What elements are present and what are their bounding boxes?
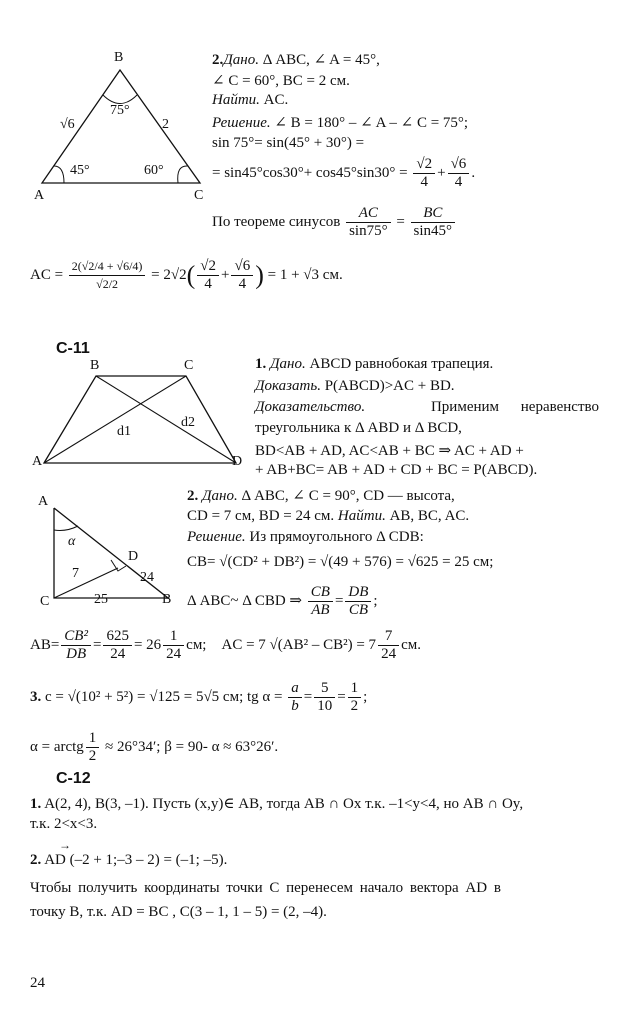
rt-side-7: 7: [72, 566, 79, 581]
given-text: Δ ABC, ∠ A = 45°,: [262, 52, 380, 68]
fraction: $\frac{625}{24}$: [103, 628, 132, 663]
ac-result: = 1 + √3 см.: [267, 266, 343, 283]
angle-b-label: 75°: [110, 103, 130, 118]
c11-p1-line2: Доказать. P(ABCD)>AC + BD.: [255, 378, 455, 394]
find-label: Найти.: [212, 92, 260, 108]
ac-lhs: AC =: [30, 266, 64, 283]
c12-line5: точку B, т.к. AD = BC , C(3 – 1, 1 – 5) = (2, –4).: [30, 904, 327, 920]
section-heading-c11: С-11: [56, 340, 90, 357]
rt-alpha-label: α: [68, 534, 76, 549]
p2-line7: По теореме синусов $\frac{AC}{\sin 75^\circ}$ = $\frac{BC}{\sin 45^\circ}$: [212, 205, 457, 240]
trap-vertex-a: A: [32, 454, 43, 469]
c12-line2: т.к. 2<x<3.: [30, 816, 98, 832]
vertex-c-label: C: [194, 188, 204, 203]
c11-p2-line3: Решение. Из прямоугольного Δ CDB:: [187, 529, 424, 545]
p2-line6: = sin45°cos30°+ cos45°sin30° = $\frac{√2}{4}$ + $\frac{√6}{4}$ .: [212, 156, 476, 190]
trap-vertex-c: C: [184, 358, 194, 373]
diagonal-d1-label: d1: [117, 424, 131, 439]
c11-p2-line1: 2. Дано. Δ ABC, ∠ C = 90°, CD — высота,: [187, 488, 455, 504]
c12-line3: 2. AD (–2 + 1;–3 – 2) = (–1; –5).: [30, 852, 228, 868]
p2-line4: [212, 113, 468, 132]
solution-text: ∠ B = 180° – ∠ A – ∠ C = 75°;: [274, 115, 469, 131]
page-number: 24: [30, 975, 45, 991]
c12-line1: 1. A(2, 4), B(3, –1). Пусть (x,y)∈ AB, тогда AB ∩ Ox т.к. –1<y<4, но AB ∩ Oy,: [30, 796, 524, 812]
c12-line4: Чтобы получить координаты точки С перенесем начало вектора AD в: [30, 880, 501, 896]
find-text: AC.: [263, 92, 289, 108]
fraction: $\frac{7}{24}$: [378, 628, 399, 663]
right-triangle-figure: [0, 0, 190, 620]
ac-formula: AC = $\frac{2(√2/4 + √6/4)}{√2/2}$ = 2√2( $\frac{√2}{4}$ + $\frac{√6}{4}$ ) = 1 + √3 см.: [30, 258, 343, 292]
alpha-beta-line: α = arctg $\frac{1}{2}$ ≈ 26°34′; β = 90- α ≈ 63°26′.: [30, 730, 279, 764]
big-fraction: $\frac{2(√2/4 + √6/4)}{√2/2}$: [69, 258, 146, 293]
rt-side-24: 24: [140, 570, 154, 585]
c11-p3: 3. c = √(10² + 5²) = √125 = 5√5 см; tg α = $\frac{a}{b}$ = $\frac{5}{10}$ = $\frac{1}{2}$ ;: [30, 680, 368, 714]
problem-number: 2.: [212, 52, 224, 68]
fraction: $\frac{CB}{AB}$: [308, 584, 333, 619]
angle-c-label: 60°: [144, 163, 164, 178]
rt-vertex-c: C: [40, 594, 50, 609]
p2-line2: ∠ C = 60°, BC = 2 см.: [212, 73, 350, 89]
c11-p1-line4: треугольника к Δ ABD и Δ BCD,: [255, 420, 462, 436]
rt-vertex-b: B: [162, 592, 172, 607]
fraction: $\frac{DB}{CB}$: [345, 584, 371, 619]
sine-theorem-text: По теореме синусов: [212, 213, 341, 230]
fraction: $\frac{√2}{4}$: [413, 156, 435, 191]
ac-mid: = 2√2: [151, 266, 187, 283]
c11-p1-line6: + AB+BC= AB + AD + CD + BC = P(ABCD).: [255, 462, 538, 478]
rt-side-25: 25: [94, 592, 108, 607]
diagonal-d2-label: d2: [181, 415, 195, 430]
vector-arrow: →: [59, 838, 71, 852]
c11-p2-line4: CB= √(CD² + DB²) = √(49 + 576) = √625 = 25 см;: [187, 554, 494, 570]
trap-vertex-b: B: [90, 358, 100, 373]
fraction: $\frac{AC}{\sin 75^\circ}$: [346, 205, 391, 240]
c11-p2-line2: CD = 7 см, BD = 24 см. Найти. AB, BC, AC.: [187, 508, 470, 524]
trap-vertex-d: D: [232, 454, 243, 469]
section-heading-c12: С-12: [56, 770, 91, 787]
c11-p1-line1: 1. Дано. ABCD равнобокая трапеция.: [255, 356, 494, 372]
p2-line5: sin 75°= sin(45° + 30°) =: [212, 135, 365, 151]
expansion-text: = sin45°cos30°+ cos45°sin30° =: [212, 164, 408, 181]
side-ab-label: √6: [60, 117, 75, 132]
rt-vertex-d: D: [128, 549, 139, 564]
vertex-a-label: A: [34, 188, 45, 203]
fraction: $\frac{1}{24}$: [163, 628, 184, 663]
rt-vertex-a: A: [38, 494, 49, 509]
c11-p1-line3: Доказательство. Применим неравенство: [255, 399, 599, 415]
fraction: $\frac{1}{2}$: [86, 730, 100, 765]
fraction: $\frac{1}{2}$: [348, 680, 362, 715]
given-label: Дано.: [223, 52, 259, 68]
fraction: $\frac{√6}{4}$: [448, 156, 470, 191]
fraction: $\frac{√2}{4}$: [197, 258, 219, 293]
fraction: $\frac{5}{10}$: [314, 680, 335, 715]
c11-p2-line5: Δ ABC~ Δ CBD ⇒ $\frac{CB}{AB}$ = $\frac{DB}{CB}$ ;: [187, 584, 378, 618]
fraction: $\frac{a}{b}$: [288, 680, 302, 715]
vertex-b-label: B: [114, 50, 124, 65]
solution-label: Решение.: [212, 115, 271, 131]
fraction: $\frac{√6}{4}$: [231, 258, 253, 293]
angle-a-label: 45°: [70, 163, 90, 178]
fraction: $\frac{\text{CB²}}{DB}$: [61, 628, 91, 663]
ab-ac-formula: AB= $\frac{\text{CB²}}{DB}$ = $\frac{625}{24}$ = 26 $\frac{1}{24}$ см; AC = 7 √(AB² – CB²) = 7 $\frac{7}{24}$ см.: [30, 628, 421, 662]
side-bc-label: 2: [162, 117, 169, 132]
c11-p1-line5: BD<AB + AD, AC<AB + BC ⇒ AC + AD +: [255, 443, 524, 459]
fraction: $\frac{BC}{\sin 45^\circ}$: [411, 205, 456, 240]
